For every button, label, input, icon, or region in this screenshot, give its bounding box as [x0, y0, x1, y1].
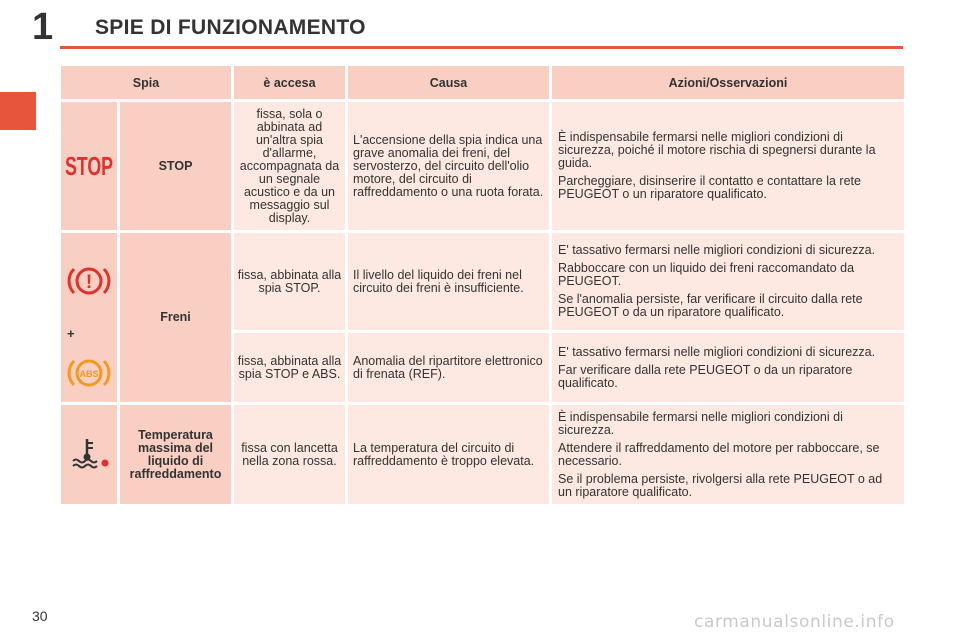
- action-text: Attendere il raffreddamento del motore per rabboccare, se necessario.: [558, 440, 880, 468]
- action-text: E' tassativo fermarsi nelle migliori condizioni di sicurezza.: [558, 243, 876, 257]
- warning-lights-table: [58, 63, 907, 507]
- action-description: [552, 233, 904, 330]
- table-row: [61, 102, 904, 230]
- page-number: 30: [32, 608, 48, 624]
- action-text: Parcheggiare, disinserire il contatto e contattare la rete PEUGEOT o un riparatore qualificato.: [558, 174, 861, 201]
- title-rule: [60, 46, 903, 49]
- lit-description: fissa, abbinata alla spia STOP e ABS.: [234, 333, 345, 402]
- watermark: carmanualsonline.info: [694, 612, 895, 632]
- light-name: STOP: [120, 102, 231, 230]
- brake-warning-icon: [68, 263, 110, 299]
- plus-sign: +: [67, 325, 75, 341]
- column-header-azioni: Azioni/Osservazioni: [552, 66, 904, 99]
- abs-icon-text: ABS: [79, 368, 99, 379]
- action-text: Far verificare dalla rete PEUGEOT o da un riparatore qualificato.: [558, 362, 853, 390]
- cause-description: La temperatura del circuito di raffreddamento è troppo elevata.: [348, 405, 549, 504]
- chapter-number: 1: [32, 6, 54, 48]
- action-description: [552, 405, 904, 504]
- cause-description: Il livello del liquido dei freni nel circuito dei freni è insufficiente.: [348, 233, 549, 330]
- column-header-spia: Spia: [61, 66, 231, 99]
- action-text: Rabboccare con un liquido dei freni raccomandato da PEUGEOT.: [558, 261, 855, 288]
- brake-icon-text: !: [85, 271, 93, 293]
- icon-cell-brakes: [61, 233, 117, 402]
- coolant-temperature-icon: [67, 436, 111, 470]
- table-header-row: [61, 66, 904, 99]
- action-description: [552, 333, 904, 402]
- icon-cell-coolant: [61, 405, 117, 504]
- stop-icon-text: STOP: [65, 150, 113, 181]
- lit-description: fissa, sola o abbinata ad un'altra spia d'allarme, accompagnata da un segnale acustico e da un messaggio sul display.: [234, 102, 345, 230]
- column-header-causa: Causa: [348, 66, 549, 99]
- lit-description: fissa con lancetta nella zona rossa.: [234, 405, 345, 504]
- cause-description: L'accensione della spia indica una grave anomalia dei freni, del servosterzo, del circuito dell'olio motore, del circuito di raffreddamento o una ruota forata.: [348, 102, 549, 230]
- action-text: Se il problema persiste, rivolgersi alla rete PEUGEOT o ad un riparatore qualificato.: [558, 471, 883, 499]
- light-name: Temperatura massima del liquido di raffreddamento: [120, 405, 231, 504]
- light-name: Freni: [120, 233, 231, 402]
- page-title: SPIE DI FUNZIONAMENTO: [95, 16, 366, 39]
- action-description: [552, 102, 904, 230]
- icon-cell-stop: [61, 102, 117, 230]
- cause-description: Anomalia del ripartitore elettronico di frenata (REF).: [348, 333, 549, 402]
- stop-warning-icon: [63, 150, 115, 180]
- chapter-tab: [0, 92, 36, 130]
- column-header-accesa: è accesa: [234, 66, 345, 99]
- abs-warning-icon: [68, 355, 110, 391]
- action-text: E' tassativo fermarsi nelle migliori condizioni di sicurezza.: [558, 344, 876, 359]
- action-text: Se l'anomalia persiste, far verificare il circuito dalla rete PEUGEOT o da un riparatore qualificato.: [558, 292, 863, 319]
- lit-description: fissa, abbinata alla spia STOP.: [234, 233, 345, 330]
- action-text: È indispensabile fermarsi nelle migliori condizioni di sicurezza, poiché il motore rischia di spegnersi durante la guida.: [558, 130, 876, 170]
- action-text: È indispensabile fermarsi nelle migliori condizioni di sicurezza.: [558, 409, 843, 437]
- table-row: [61, 233, 904, 330]
- table-row: [61, 405, 904, 504]
